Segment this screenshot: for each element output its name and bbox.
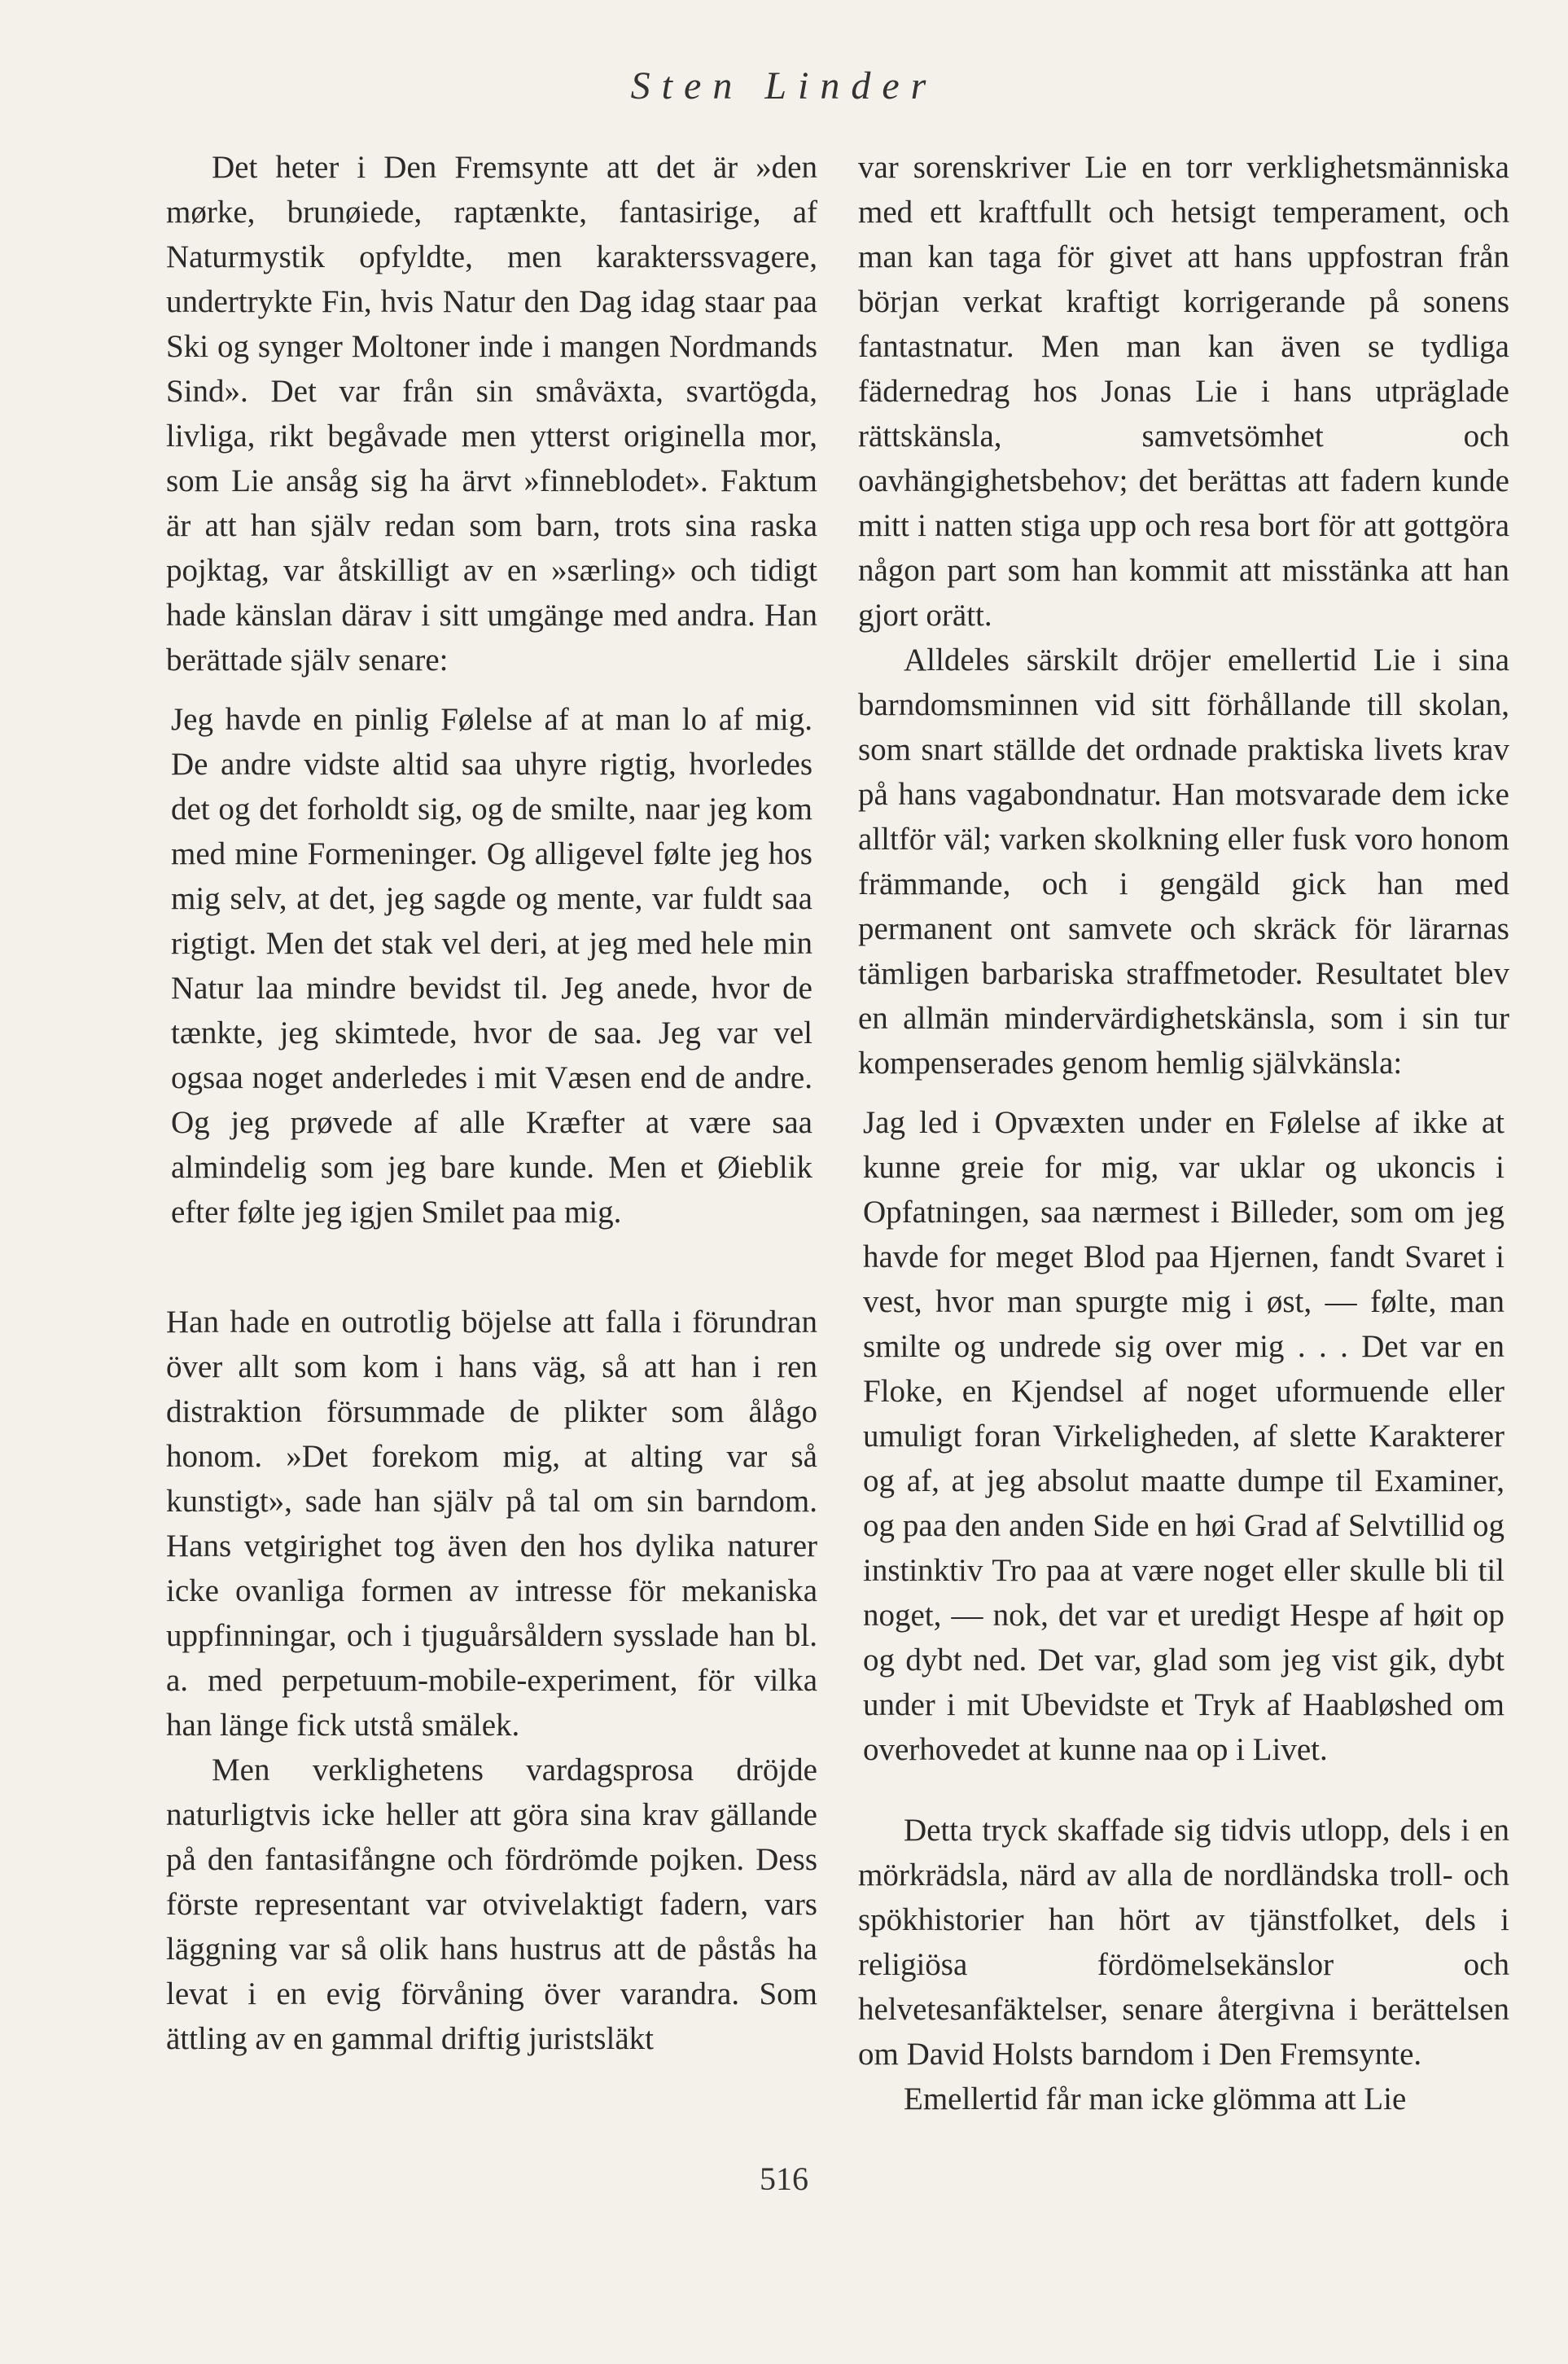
left-column [166,145,817,2061]
paragraph: Det heter i Den Fremsynte att det är »den mørke, brunøiede, raptænkte, fantasirige, af Naturmystik opfyldte, men karakterssvagere, undertrykte Fin, hvis Natur den Dag idag staar paa Ski og synger Moltoner inde i mangen Nordmands Sind». Det var från sin småväxta, svartögda, livliga, rikt begåvade men ytterst originella mor, som Lie ansåg sig ha ärvt »finneblodet». Faktum är att han själv redan som barn, trots sina raska pojktag, var åtskilligt av en »særling» och tidigt hade känslan därav i sitt umgänge med andra. Han berättade själv senare: [166,150,817,678]
running-head: Sten Linder [630,64,938,107]
paragraph: var sorenskriver Lie en torr verklighetsmänniska med ett kraftfullt och hetsigt temperament, och man kan taga för givet att hans uppfostran från början verkat kraftigt korrigerande på sonens fantastnatur. Men man kan även se tydliga fädernedrag hos Jonas Lie i hans utpräglade rättskänsla, samvetsömhet och oavhängighetsbehov; det berättas att fadern kunde mitt i natten stiga upp och resa bort för att gottgöra någon part som han kommit att misstänka att han gjort orätt. [858,150,1509,633]
paragraph: Alldeles särskilt dröjer emellertid Lie i sina barndomsminnen vid sitt förhållande till skolan, som snart ställde det ordnade praktiska livets krav på hans vagabondnatur. Han motsvarade dem icke alltför väl; varken skolkning eller fusk voro honom främmande, och i gengäld gick han med permanent ont samvete och skräck för lärarnas tämligen barbariska straffmetoder. Resultatet blev en allmän mindervärdighetskänsla, som i sin tur kompenserades genom hemlig självkänsla: [858,643,1509,1081]
paragraph: Han hade en outrotlig böjelse att falla i förundran över allt som kom i hans väg, så att han i ren distraktion försummade de plikter som ålågo honom. »Det forekom mig, at alting var så kunstigt», sade han själv på tal om sin barndom. Hans vetgirighet tog även den hos dylika naturer icke ovanliga formen av intresse för mekaniska uppfinningar, och i tjuguårsåldern sysslade han bl. a. med perpetuum-mobile-experiment, för vilka han länge fick utstå smälek. [166,1305,817,1743]
paragraph: Detta tryck skaffade sig tidvis utlopp, dels i en mörkrädsla, närd av alla de nordländska troll- och spökhistorier han hört av tjänstfolket, dels i religiösa fördömelsekänslor och helvetesanfäktelser, senare återgivna i berättelsen om David Holsts barndom i Den Fremsynte. [858,1813,1509,2072]
right-column [858,145,1509,2121]
block-quote: Jeg havde en pinlig Følelse af at man lo af mig. De andre vidste altid saa uhyre rigtig, hvorledes det og det forholdt sig, og de smilte, naar jeg kom med mine Formeninger. Og alligevel følte jeg hos mig selv, at det, jeg sagde og mente, var fuldt saa rigtigt. Men det stak vel deri, at jeg med hele min Natur laa mindre bevidst til. Jeg anede, hvor de tænkte, jeg skimtede, hvor de saa. Jeg var vel ogsaa noget anderledes i mit Væsen end de andre. Og jeg prøvede af alle Kræfter at være saa almindelig som jeg bare kunde. Men et Øieblik efter følte jeg igjen Smilet paa mig. [171,702,812,1230]
block-quote: Jag led i Opvæxten under en Følelse af ikke at kunne greie for mig, var uklar og ukoncis i Opfatningen, saa nærmest i Billeder, som om jeg havde for meget Blod paa Hjernen, fandt Svaret i vest, hvor man spurgte mig i øst, — følte, man smilte og undrede sig over mig . . . Det var en Floke, en Kjendsel af noget uformuende eller umuligt foran Virkeligheden, af slette Karakterer og af, at jeg absolut maatte dumpe til Examiner, og paa den anden Side en høi Grad af Selvtillid og instinktiv Tro paa at være noget eller skulle bli til noget, — nok, det var et uredigt Hespe af høit op og dybt ned. Det var, glad som jeg vist gik, dybt under i mit Ubevidste et Tryk af Haabløshed om overhovedet at kunne naa op i Livet. [863,1105,1504,1767]
page-number: 516 [760,2160,808,2197]
paragraph: Men verklighetens vardagsprosa dröjde naturligtvis icke heller att göra sina krav gällande på den fantasifångne och fördrömde pojken. Dess förste representant var otvivelaktigt fadern, vars läggning var så olik hans hustrus att de påstås ha levat i en evig förvåning över varandra. Som ättling av en gammal driftig juristsläkt [166,1752,817,2056]
paragraph: Emellertid får man icke glömma att Lie [904,2081,1407,2116]
